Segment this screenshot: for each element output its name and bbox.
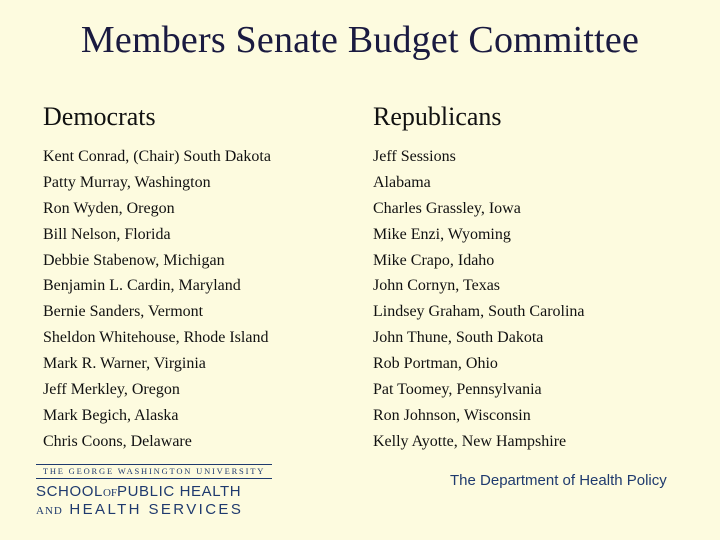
list-item: Alabama <box>373 173 431 191</box>
list-item: John Thune, South Dakota <box>373 329 544 347</box>
list-item: Debbie Stabenow, Michigan <box>43 251 225 269</box>
health-services-word: HEALTH SERVICES <box>69 501 244 518</box>
democrats-column <box>43 100 343 455</box>
list-item: Mike Crapo, Idaho <box>373 251 495 269</box>
list-item: Lindsey Graham, South Carolina <box>373 303 585 321</box>
list-item: John Cornyn, Texas <box>373 277 501 295</box>
list-item: Jeff Merkley, Oregon <box>43 381 180 399</box>
school-logo <box>36 464 272 519</box>
university-name: THE GEORGE WASHINGTON UNIVERSITY <box>36 464 272 479</box>
list-item: Benjamin L. Cardin, Maryland <box>43 277 241 295</box>
list-item: Patty Murray, Washington <box>43 173 211 191</box>
school-word: SCHOOL <box>36 483 103 500</box>
democrats-header: Democrats <box>43 102 156 131</box>
list-item: Bernie Sanders, Vermont <box>43 303 204 321</box>
school-name-line2 <box>36 501 272 519</box>
public-health-word: PUBLIC HEALTH <box>117 483 242 500</box>
school-name-line1 <box>36 483 272 501</box>
list-item: Charles Grassley, Iowa <box>373 199 521 217</box>
and-word: AND <box>36 505 63 517</box>
list-item: Chris Coons, Delaware <box>43 432 192 450</box>
list-item: Mark R. Warner, Virginia <box>43 355 206 373</box>
republicans-header: Republicans <box>373 102 502 131</box>
list-item: Pat Toomey, Pennsylvania <box>373 381 542 399</box>
list-item: Kent Conrad, (Chair) South Dakota <box>43 148 271 165</box>
list-item: Kelly Ayotte, New Hampshire <box>373 432 567 450</box>
list-item: Sheldon Whitehouse, Rhode Island <box>43 329 269 347</box>
republicans-column <box>373 100 693 455</box>
department-name: The Department of Health Policy <box>450 472 667 489</box>
list-item: Mike Enzi, Wyoming <box>373 225 511 243</box>
list-item: Bill Nelson, Florida <box>43 225 171 243</box>
page-title: Members Senate Budget Committee <box>80 19 640 61</box>
list-item: Ron Wyden, Oregon <box>43 199 175 217</box>
of-word: OF <box>102 487 118 499</box>
list-item: Jeff Sessions <box>373 148 456 165</box>
list-item: Ron Johnson, Wisconsin <box>373 406 531 424</box>
list-item: Rob Portman, Ohio <box>373 355 498 373</box>
list-item: Mark Begich, Alaska <box>43 406 179 424</box>
